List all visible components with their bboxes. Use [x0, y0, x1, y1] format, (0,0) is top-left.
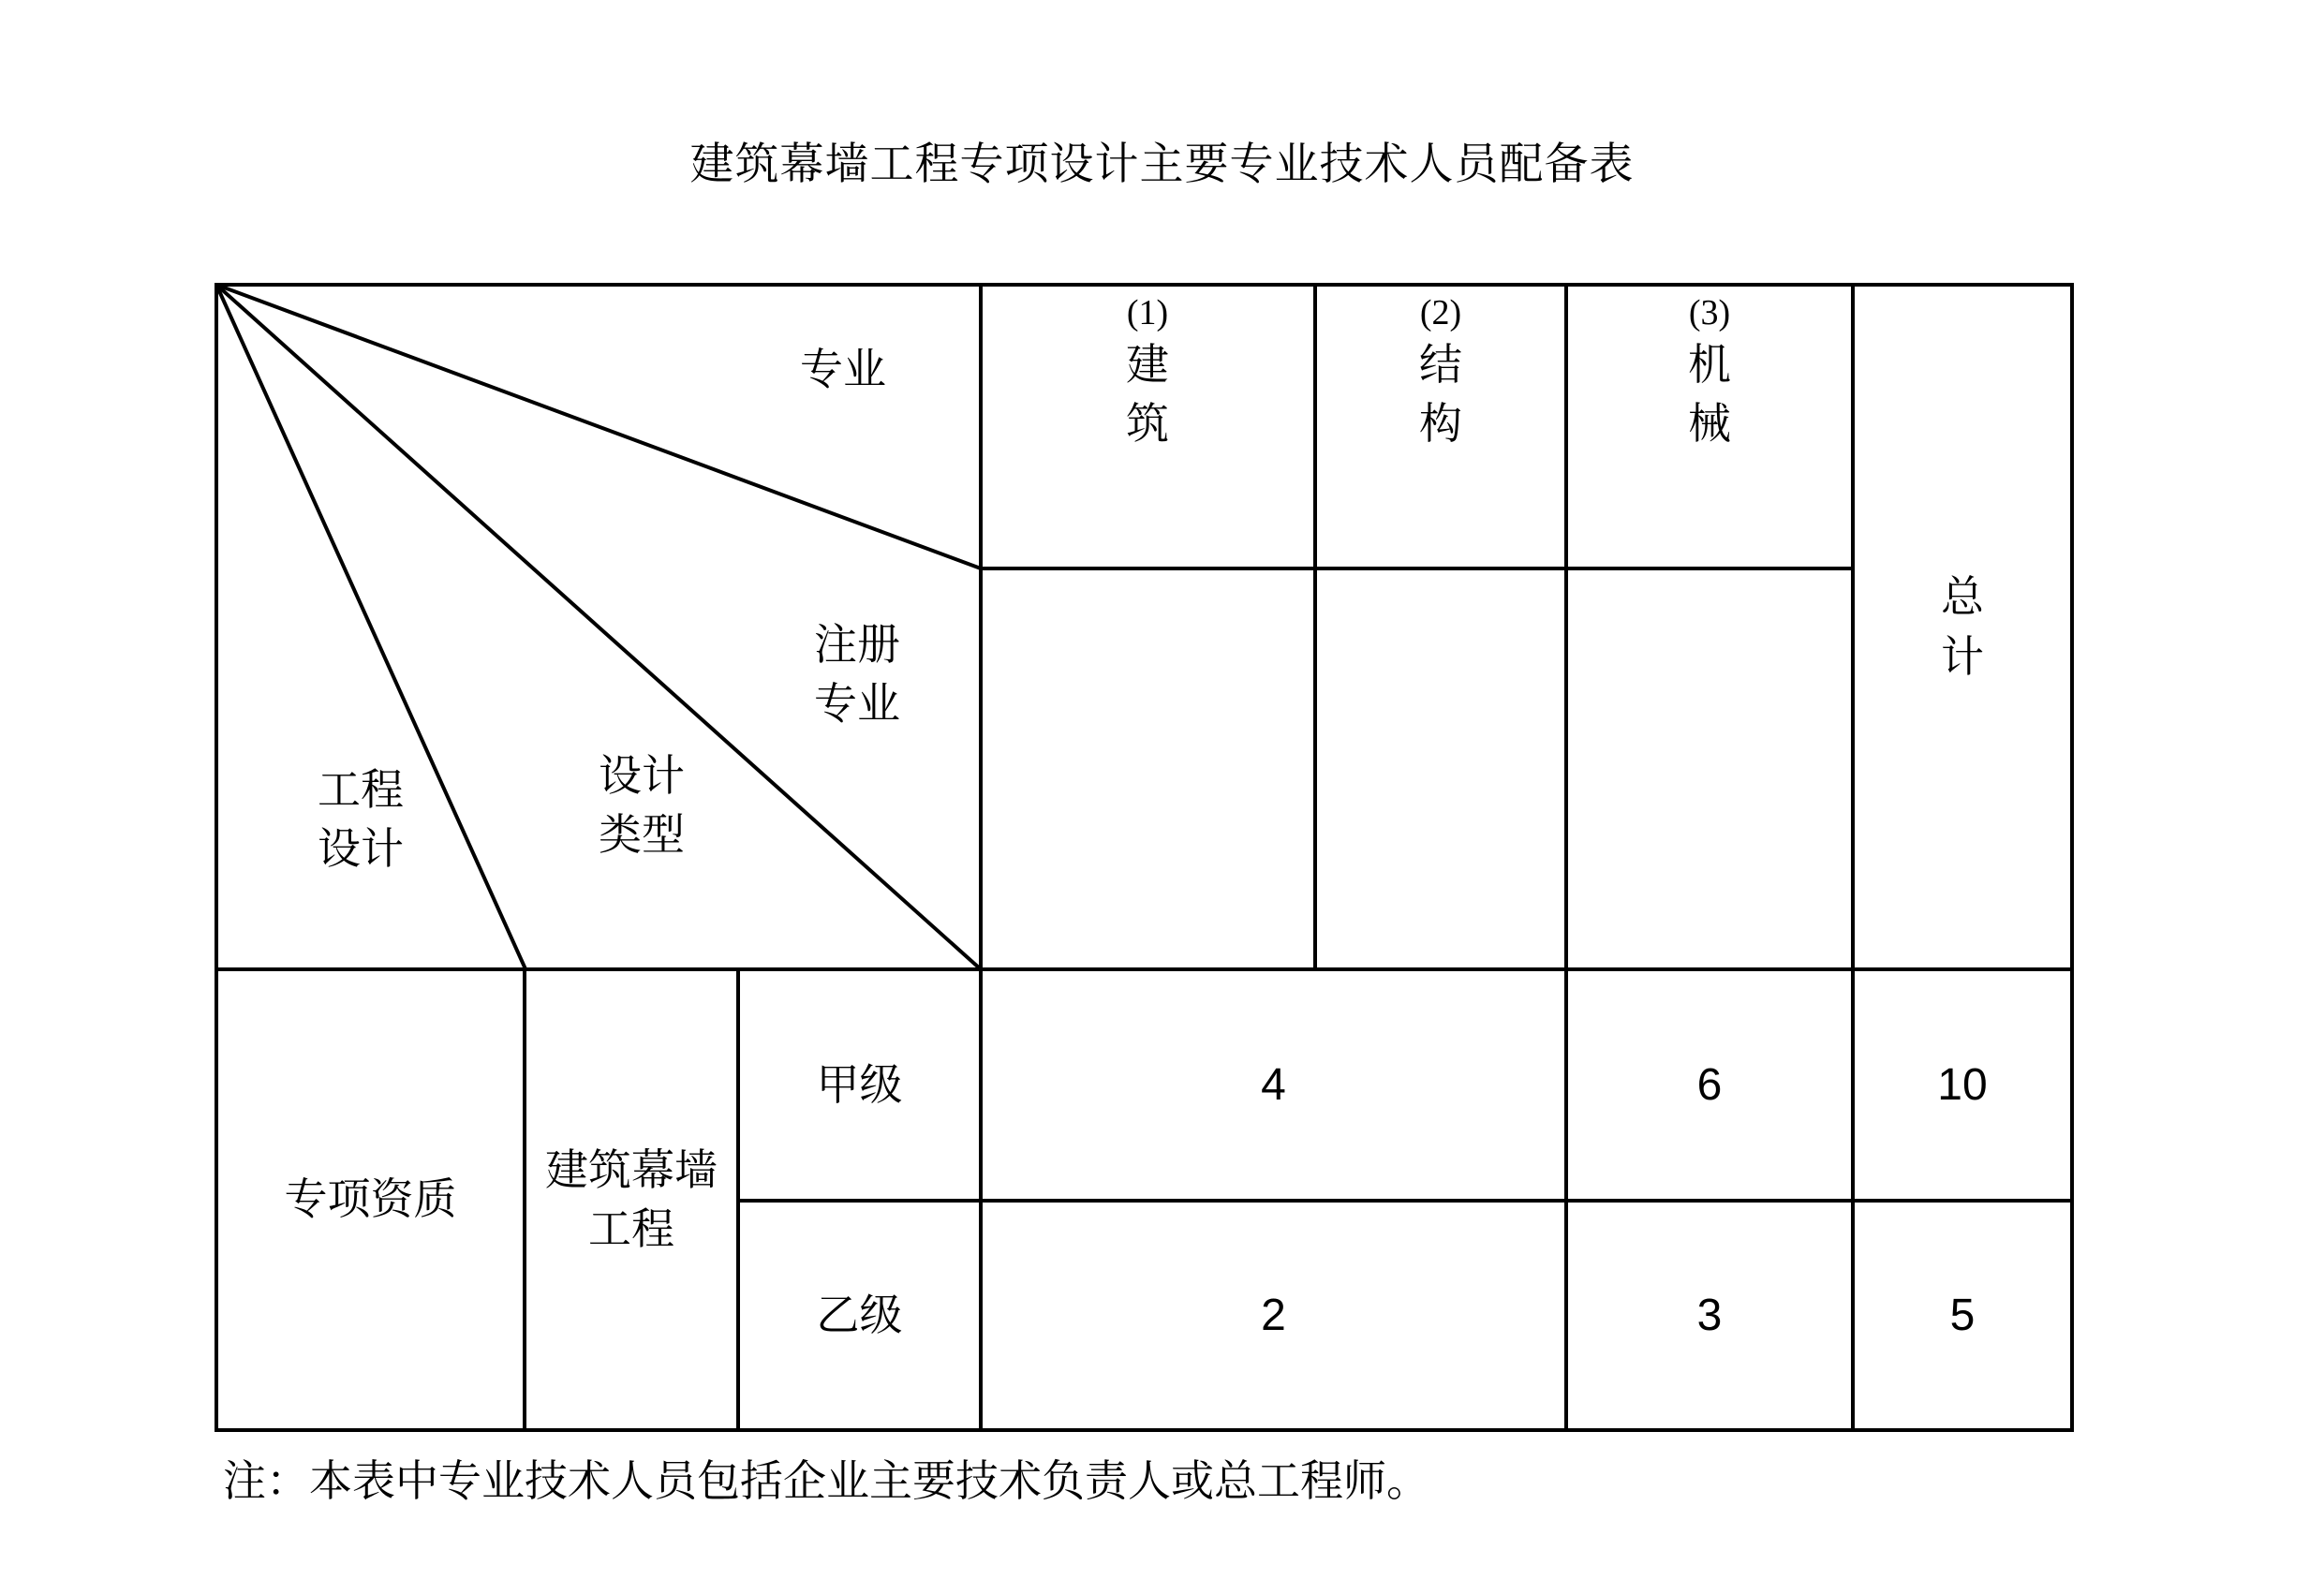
grade-b-label: 乙级: [816, 1289, 903, 1340]
grade-a-label: 甲级: [816, 1058, 903, 1110]
page-title: 建筑幕墙工程专项设计主要专业技术人员配备表: [689, 139, 1635, 190]
grade-b-mech-value: 3: [1696, 1291, 1723, 1340]
footnote: 注：本表中专业技术人员包括企业主要技术负责人或总工程师。: [223, 1455, 1429, 1506]
grade-a-total-value: 10: [1937, 1060, 1988, 1110]
diag-label-zhuanye: 专业: [800, 344, 886, 395]
col-header-mechanical: (3) 机 械: [1688, 293, 1731, 450]
diag-label-sheji: 设计 类型: [599, 749, 685, 860]
grade-b-total-value: 5: [1949, 1291, 1976, 1340]
qualification-label: 专项资质: [284, 1173, 457, 1225]
diag-label-zhuce: 注册 专业: [814, 618, 900, 729]
project-label: 建筑幕墙 工程: [545, 1144, 718, 1254]
grade-a-arch-struct-value: 4: [1261, 1060, 1286, 1110]
grade-b-arch-struct-value: 2: [1261, 1291, 1286, 1340]
diagonal-line-1: [216, 285, 981, 568]
col-header-architecture: (1) 建 筑: [1126, 293, 1169, 450]
grade-a-mech-value: 6: [1696, 1060, 1723, 1110]
col-header-total: 总 计: [1941, 571, 1984, 682]
diag-label-gongcheng: 工程 设计: [318, 763, 404, 874]
col-header-structure: (2) 结 构: [1419, 293, 1462, 450]
